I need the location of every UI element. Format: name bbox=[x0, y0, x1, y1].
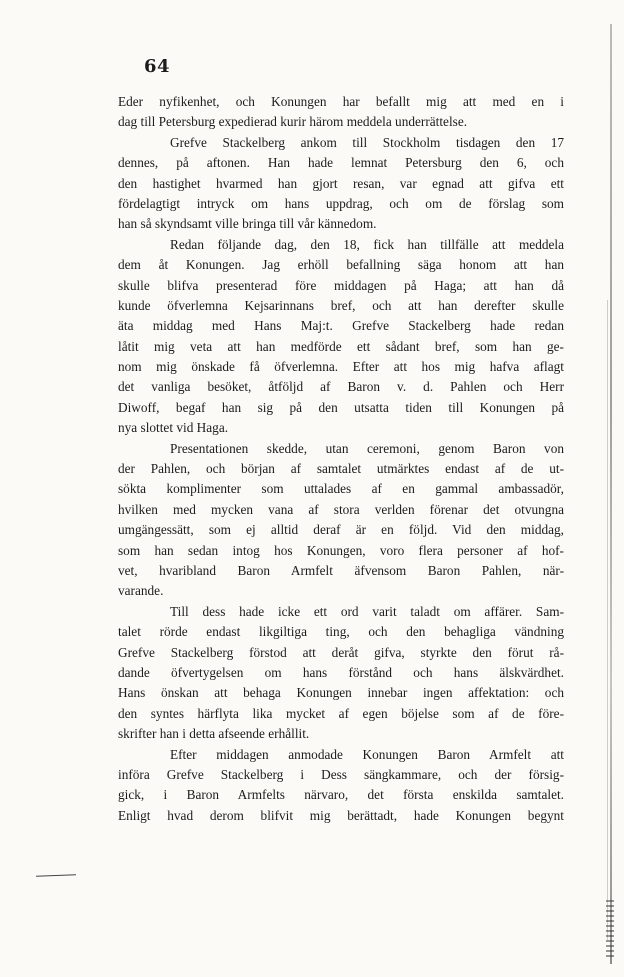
text-line: det vanliga besöket, åtföljd af Baron v. d. Pahlen och Herr bbox=[118, 379, 564, 395]
text-line: Till dess hade icke ett ord varit taladt om affärer. Sam- bbox=[170, 603, 564, 619]
text-line: gick, i Baron Armfelts närvaro, det första enskilda samtalet. bbox=[118, 787, 564, 803]
text-line: låtit mig veta att han medförde ett sådant bref, som han ge- bbox=[118, 338, 564, 354]
page-edge-shadow bbox=[610, 24, 612, 964]
text-line: dag till Petersburg expedierad kurir härom meddela underrättelse. bbox=[118, 114, 468, 130]
text-line: han så skyndsamt ville bringa till vår kännedom. bbox=[118, 216, 377, 232]
text-line: kunde öfverlemna Kejsarinnans bref, och att han derefter skulle bbox=[118, 297, 564, 313]
text-line: skulle blifva presenterad före middagen på Haga; att han då bbox=[118, 277, 564, 293]
text-line: varande. bbox=[118, 583, 164, 599]
text-line: vet, hvaribland Baron Armfelt äfvensom Baron Pahlen, när- bbox=[118, 562, 564, 578]
text-line: Hans önskan att behaga Konungen innebar ingen affektation: och bbox=[118, 685, 564, 701]
text-line: dande öfvertygelsen om hans förstånd och hans älskvärdhet. bbox=[118, 664, 564, 680]
text-line: talet rörde endast likgiltiga ting, och den behagliga vändning bbox=[118, 624, 564, 640]
page-number: 64 bbox=[144, 56, 171, 77]
text-line: umgängessätt, som ej alltid deraf är en följd. Vid den middag, bbox=[118, 522, 564, 538]
text-line: skrifter han i detta afseende erhållit. bbox=[118, 726, 310, 742]
text-line: fördelagtigt intryck om hans uppdrag, och om de förslag som bbox=[118, 195, 564, 211]
text-line: dem åt Konungen. Jag erhöll befallning säga honom att han bbox=[118, 257, 564, 273]
text-line: Grefve Stackelberg ankom till Stockholm tisdagen den 17 bbox=[170, 134, 564, 150]
text-line: Efter middagen anmodade Konungen Baron Armfelt att bbox=[170, 746, 564, 762]
text-line: hvilken med mycken vana af stora verlden förenar det otvungna bbox=[118, 501, 564, 517]
text-line: Presentationen skedde, utan ceremoni, genom Baron von bbox=[170, 440, 564, 456]
text-line: nom mig önskade få öfverlemna. Efter att hos mig hafva aflagt bbox=[118, 359, 564, 375]
text-line: Eder nyfikenhet, och Konungen har befallt mig att med en i bbox=[118, 94, 564, 109]
text-line: dennes, på aftonen. Han hade lemnat Petersburg den 6, och bbox=[118, 155, 564, 171]
text-line: den hastighet hvarmed han gjort resan, var egnad att gifva ett bbox=[118, 175, 564, 191]
text-line: införa Grefve Stackelberg i Dess sängkammare, och der försig- bbox=[118, 766, 564, 782]
stray-ink-mark bbox=[36, 874, 76, 876]
body-text bbox=[118, 92, 564, 826]
text-line: der Pahlen, och början af samtalet utmärktes endast af de ut- bbox=[118, 461, 564, 477]
text-line: nya slottet vid Haga. bbox=[118, 420, 229, 436]
text-line: sökta komplimenter som uttalades af en gammal ambassadör, bbox=[118, 481, 564, 497]
text-line: Grefve Stackelberg förstod att deråt gifva, styrkte den förut rå- bbox=[118, 644, 564, 660]
text-line: Enligt hvad derom blifvit mig berättadt, hade Konungen begynt bbox=[118, 807, 564, 823]
text-line: den syntes härflyta lika mycket af egen böjelse som af de före- bbox=[118, 705, 564, 721]
text-line: äta middag med Hans Maj:t. Grefve Stackelberg hade redan bbox=[118, 318, 564, 334]
text-line: Diwoff, begaf han sig på den utsatta tiden till Konungen på bbox=[118, 399, 564, 415]
text-line: som han sedan intog hos Konungen, voro flera personer af hof- bbox=[118, 542, 564, 558]
page-edge-line bbox=[607, 300, 608, 940]
page-edge-stain bbox=[606, 900, 614, 960]
text-line: Redan följande dag, den 18, fick han tillfälle att meddela bbox=[170, 236, 564, 252]
